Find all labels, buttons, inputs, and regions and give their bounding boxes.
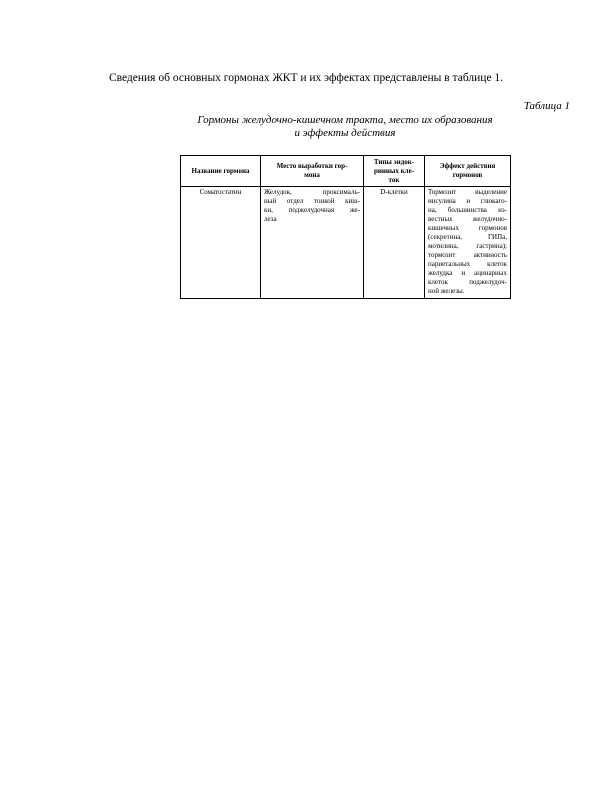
effect-line: желудка и ацинарных xyxy=(428,269,507,277)
table-title-line-1: Гормоны желудочно-кишечном тракта, место их образования xyxy=(197,114,493,126)
header-cell-types-line-1: Типы эндок- xyxy=(373,157,415,166)
header-cell-types xyxy=(364,156,425,187)
effect-line: тормозит активность xyxy=(428,251,507,259)
place-line: леза xyxy=(264,215,277,223)
header-effect-line-2: гормонов xyxy=(452,171,483,179)
header-cell-types-line-2: ринных кле- xyxy=(373,166,415,175)
effect-line: париетальных клеток xyxy=(428,260,507,268)
place-line: ки, поджелудочная же- xyxy=(264,206,360,214)
header-effect-line-1: Эффект действия xyxy=(439,162,496,170)
effect-line: на, большинства из- xyxy=(428,206,507,214)
effect-line: ной железы. xyxy=(428,287,465,295)
header-hormone-name xyxy=(181,156,261,187)
effect-line: мотилина, гастрина); xyxy=(428,242,507,250)
header-production-site-line-1: Место выработки гор- xyxy=(276,162,348,170)
hormones-table xyxy=(180,155,511,299)
effect-line: вестных желудочно- xyxy=(428,215,507,223)
header-cell-types-line-3: ток xyxy=(388,175,400,184)
table-number: Таблица 1 xyxy=(523,100,570,112)
effect-line: инсулина и глюкаго- xyxy=(428,197,507,205)
intro-paragraph: Сведения об основных гормонах ЖКТ и их эффектах представлены в таблице 1. xyxy=(108,72,504,84)
header-effect xyxy=(425,156,511,187)
effect-line: (секретина, ГИПа, xyxy=(428,233,507,241)
place-line: ный отдел тонкой киш- xyxy=(264,197,360,205)
table-title xyxy=(180,114,510,140)
table-header-row xyxy=(181,156,511,187)
effect-line: клеток поджелудоч- xyxy=(428,278,507,286)
cell-effect xyxy=(425,187,511,299)
table-title-line-2: и эффекты действия xyxy=(294,127,396,139)
cell-cell-type: D-клетки xyxy=(364,187,425,299)
table-row xyxy=(181,187,511,299)
cell-hormone-name: Соматостатин xyxy=(181,187,261,299)
cell-production-site xyxy=(261,187,364,299)
header-production-site xyxy=(261,156,364,187)
effect-line: кишечных гормонов xyxy=(428,224,507,232)
header-hormone-name-line: Название гормона xyxy=(191,166,250,175)
place-line: Желудок, проксималь- xyxy=(264,188,360,196)
effect-line: Тормозит выделение xyxy=(428,188,507,196)
header-production-site-line-2: мона xyxy=(304,171,320,179)
